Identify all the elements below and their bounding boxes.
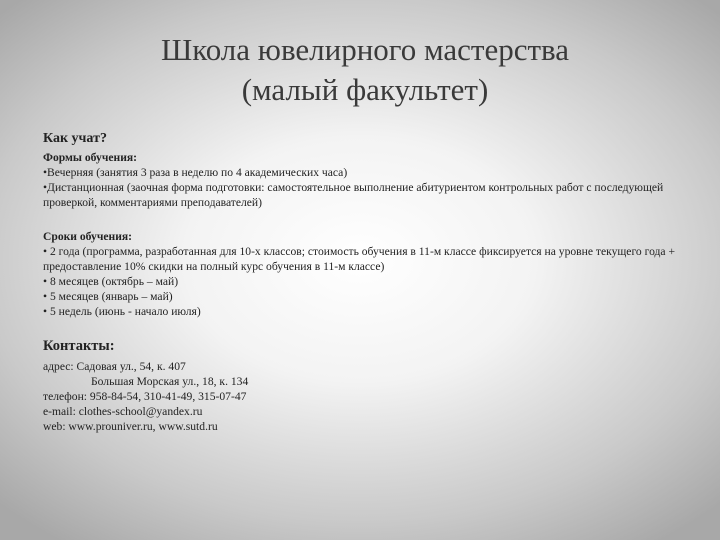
slide-content <box>43 130 693 434</box>
contact-address-1: адрес: Садовая ул., 54, к. 407 <box>43 360 186 373</box>
contact-email[interactable]: e-mail: clothes-school@yandex.ru <box>43 405 203 418</box>
contacts-heading: Контакты: <box>43 338 115 354</box>
title-line-2: (малый факультет) <box>241 72 489 107</box>
how-to-study-heading: Как учат? <box>43 131 107 146</box>
spacer <box>43 210 693 229</box>
contact-address-2: Большая Морская ул., 18, к. 134 <box>91 375 249 388</box>
term-item-5-months: • 5 месяцев (январь – май) <box>43 290 173 303</box>
contact-web[interactable]: web: www.prouniver.ru, www.sutd.ru <box>43 420 218 433</box>
forms-heading: Формы обучения: <box>43 151 138 164</box>
spacer <box>43 319 693 337</box>
term-item-2-years: • 2 года (программа, разработанная для 10-х классов; стоимость обучения в 11-м классе фиксируется на уровне текущего года + предоставление 10% скидки на полный курс обучения в 11-м классе) <box>43 245 676 273</box>
slide-title <box>40 30 690 110</box>
form-item-evening: •Вечерняя (занятия 3 раза в неделю по 4 академических часа) <box>43 166 348 179</box>
term-item-5-weeks: • 5 недель (июнь - начало июля) <box>43 305 201 318</box>
form-item-distance: •Дистанционная (заочная форма подготовки: самостоятельное выполнение абитуриентом контрольных работ с последующей проверкой, комментариями преподавателей) <box>43 181 664 209</box>
title-line-1: Школа ювелирного мастерства <box>160 32 570 67</box>
term-item-8-months: • 8 месяцев (октябрь – май) <box>43 275 179 288</box>
terms-heading: Сроки обучения: <box>43 230 133 243</box>
contact-phone: телефон: 958-84-54, 310-41-49, 315-07-47 <box>43 390 247 403</box>
